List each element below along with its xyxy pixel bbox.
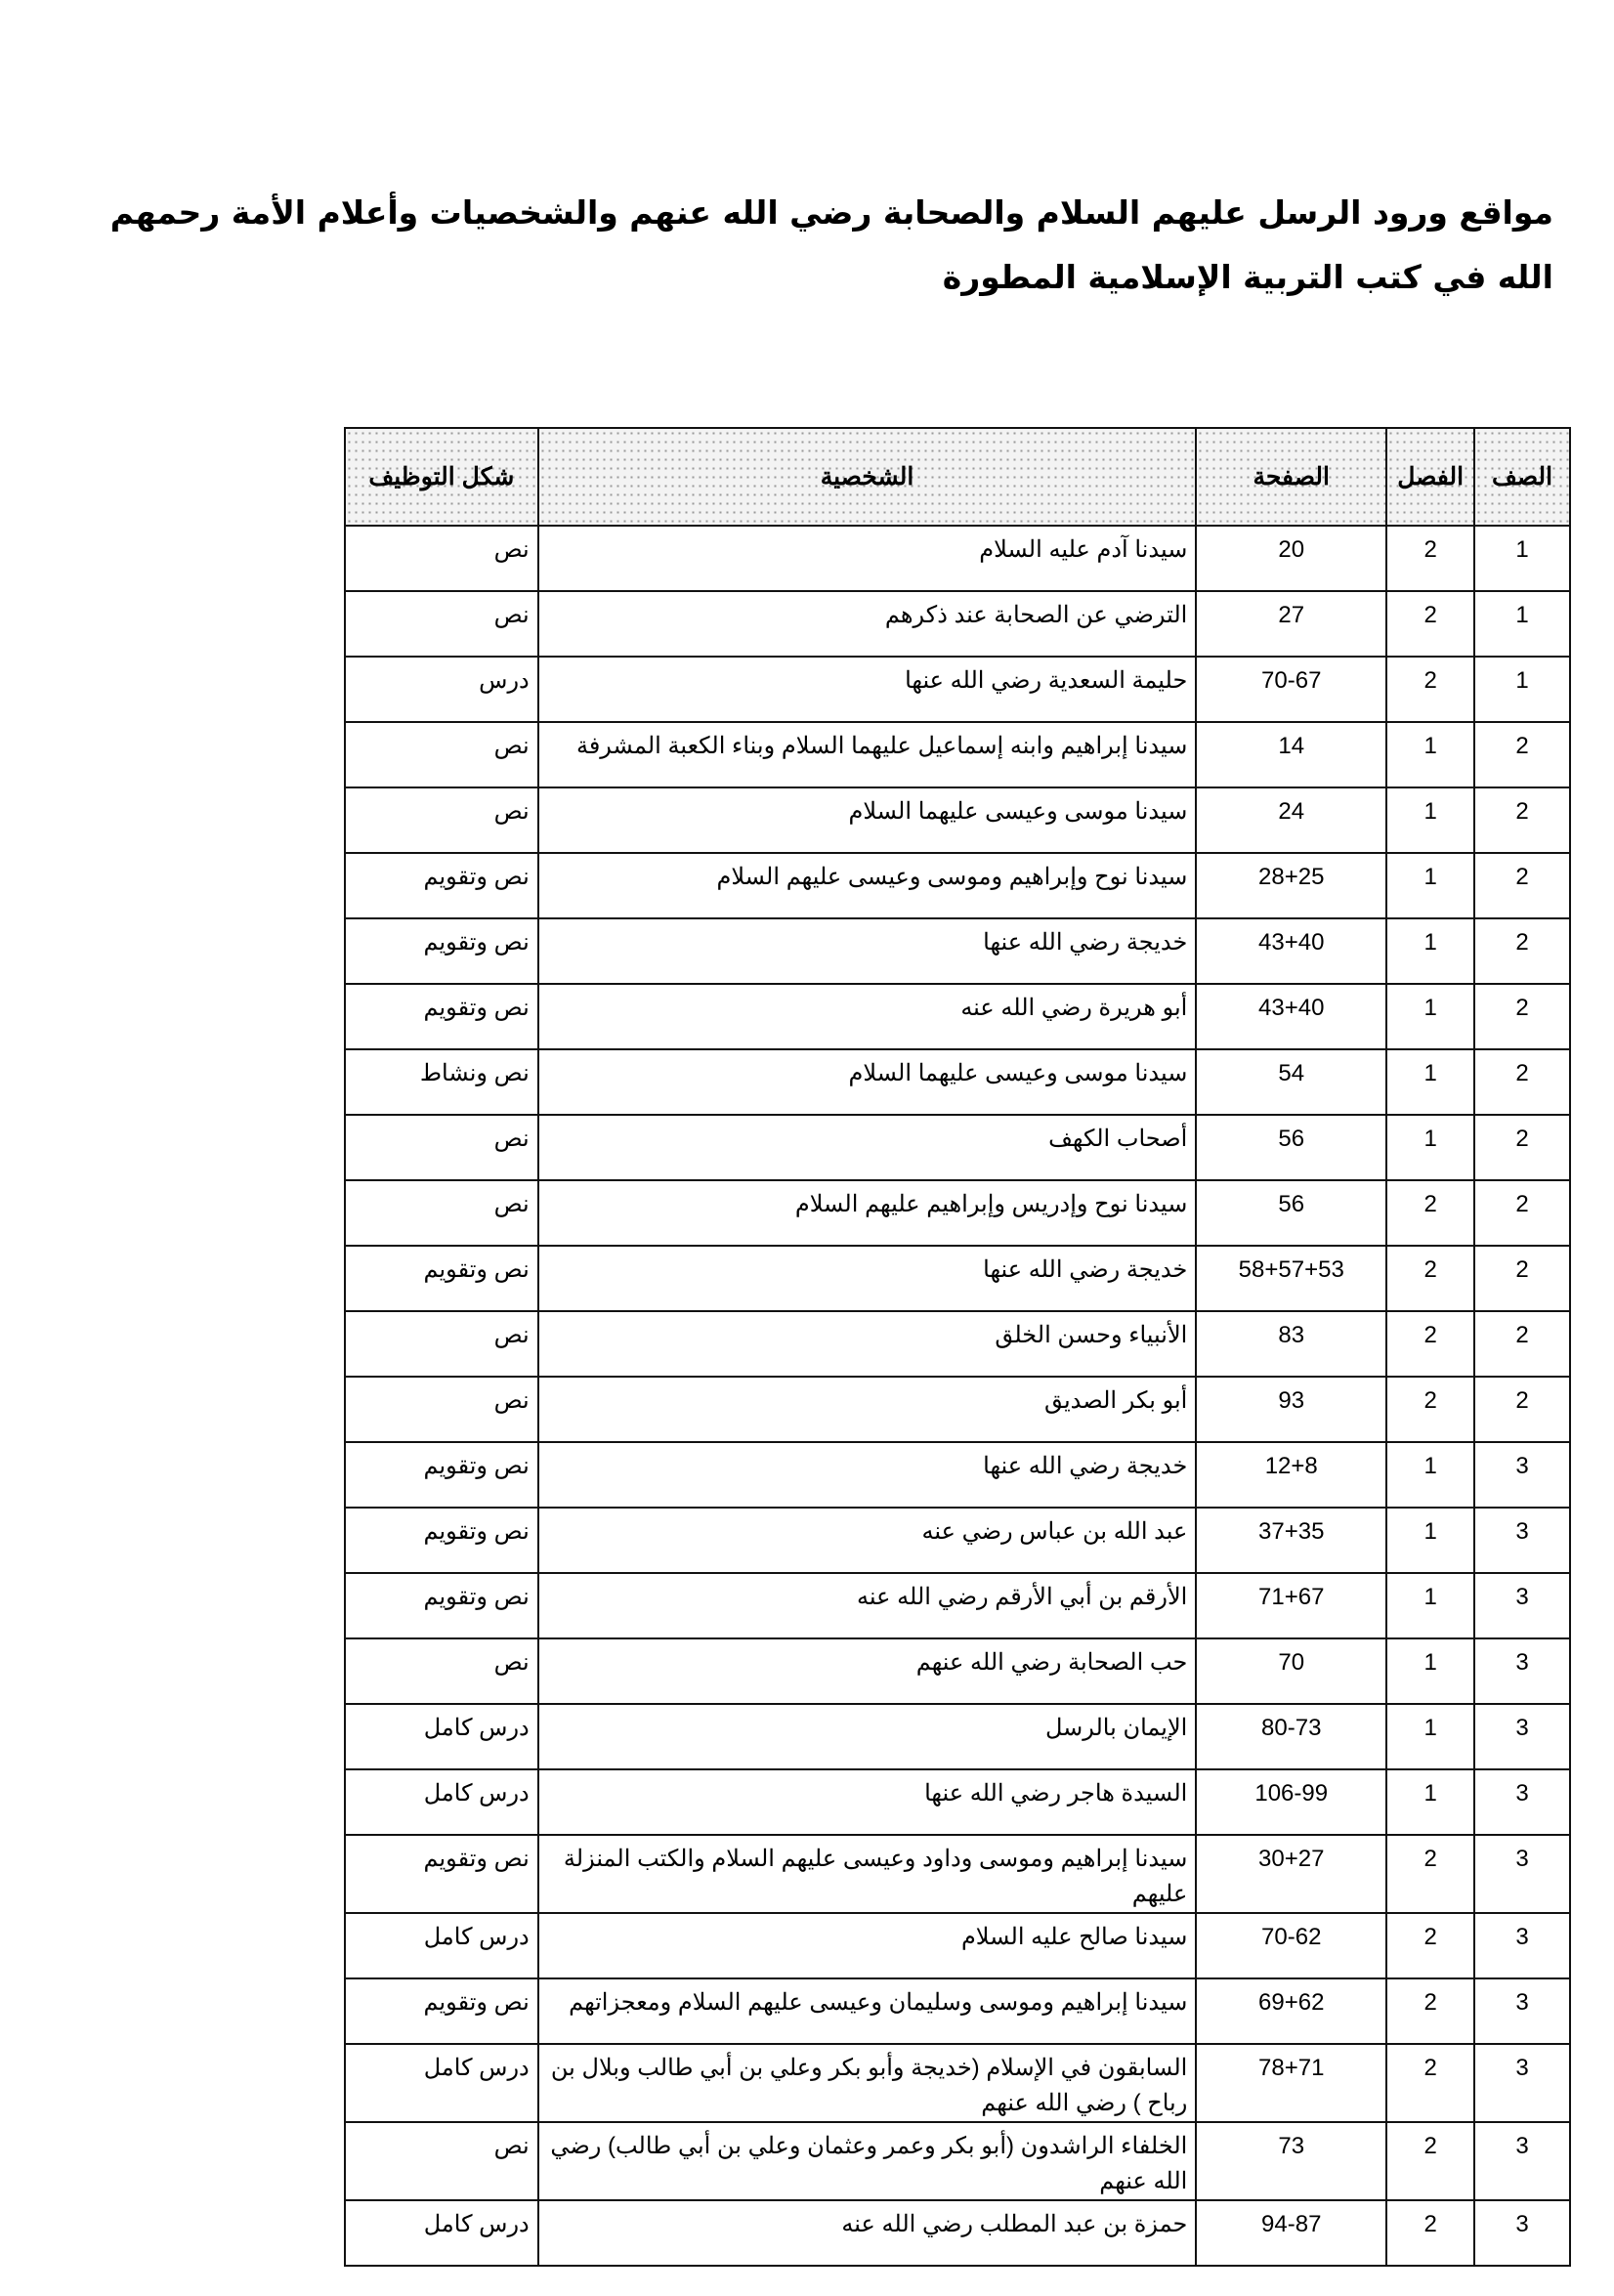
grade-cell: 3 bbox=[1474, 1835, 1570, 1913]
usage-form-cell: درس كامل bbox=[345, 1913, 538, 1978]
grade-cell: 3 bbox=[1474, 1638, 1570, 1704]
table-row bbox=[345, 2200, 1570, 2266]
grade-cell: 2 bbox=[1474, 1311, 1570, 1377]
semester-cell: 1 bbox=[1386, 787, 1474, 853]
person-cell: الأرقم بن أبي الأرقم رضي الله عنه bbox=[538, 1573, 1197, 1638]
header-page: الصفحة bbox=[1196, 428, 1386, 526]
grade-cell: 1 bbox=[1474, 657, 1570, 722]
usage-form-cell: درس كامل bbox=[345, 2200, 538, 2266]
person-cell: سيدنا إبراهيم وموسى وسليمان وعيسى عليهم السلام ومعجزاتهم bbox=[538, 1978, 1197, 2044]
usage-form-cell: نص bbox=[345, 1115, 538, 1180]
person-cell: الأنبياء وحسن الخلق bbox=[538, 1311, 1197, 1377]
usage-form-cell: نص وتقويم bbox=[345, 1573, 538, 1638]
semester-cell: 1 bbox=[1386, 1442, 1474, 1508]
header-semester: الفصل bbox=[1386, 428, 1474, 526]
usage-form-cell: نص bbox=[345, 2122, 538, 2200]
table-row bbox=[345, 526, 1570, 591]
grade-cell: 3 bbox=[1474, 1442, 1570, 1508]
person-cell: عبد الله بن عباس رضي عنه bbox=[538, 1508, 1197, 1573]
person-cell: السيدة هاجر رضي الله عنها bbox=[538, 1769, 1197, 1835]
table-row bbox=[345, 1049, 1570, 1115]
page-cell: 58+57+53 bbox=[1196, 1246, 1386, 1311]
table-row bbox=[345, 1704, 1570, 1769]
table-row bbox=[345, 853, 1570, 918]
person-cell: سيدنا إبراهيم وابنه إسماعيل عليهما السلام وبناء الكعبة المشرفة bbox=[538, 722, 1197, 787]
person-cell: الخلفاء الراشدون (أبو بكر وعمر وعثمان وعلي بن أبي طالب) رضي الله عنهم bbox=[538, 2122, 1197, 2200]
semester-cell: 1 bbox=[1386, 1115, 1474, 1180]
page-cell: 70-62 bbox=[1196, 1913, 1386, 1978]
grade-cell: 2 bbox=[1474, 1377, 1570, 1442]
semester-cell: 2 bbox=[1386, 2044, 1474, 2122]
page-cell: 12+8 bbox=[1196, 1442, 1386, 1508]
usage-form-cell: نص bbox=[345, 1311, 538, 1377]
grade-cell: 3 bbox=[1474, 2122, 1570, 2200]
grade-cell: 2 bbox=[1474, 853, 1570, 918]
grade-cell: 2 bbox=[1474, 787, 1570, 853]
page-cell: 73 bbox=[1196, 2122, 1386, 2200]
grade-cell: 3 bbox=[1474, 1508, 1570, 1573]
usage-form-cell: نص وتقويم bbox=[345, 918, 538, 984]
person-cell: الإيمان بالرسل bbox=[538, 1704, 1197, 1769]
person-cell: خديجة رضي الله عنها bbox=[538, 918, 1197, 984]
semester-cell: 1 bbox=[1386, 722, 1474, 787]
usage-form-cell: نص وتقويم bbox=[345, 1835, 538, 1913]
grade-cell: 2 bbox=[1474, 1115, 1570, 1180]
table-row bbox=[345, 1311, 1570, 1377]
usage-form-cell: نص ونشاط bbox=[345, 1049, 538, 1115]
semester-cell: 1 bbox=[1386, 1704, 1474, 1769]
page-cell: 30+27 bbox=[1196, 1835, 1386, 1913]
grade-cell: 1 bbox=[1474, 526, 1570, 591]
semester-cell: 2 bbox=[1386, 526, 1474, 591]
table-row bbox=[345, 591, 1570, 657]
semester-cell: 2 bbox=[1386, 2122, 1474, 2200]
table-header-row bbox=[345, 428, 1570, 526]
header-person: الشخصية bbox=[538, 428, 1197, 526]
semester-cell: 2 bbox=[1386, 1377, 1474, 1442]
usage-form-cell: نص وتقويم bbox=[345, 1442, 538, 1508]
usage-form-cell: درس كامل bbox=[345, 1769, 538, 1835]
page-cell: 24 bbox=[1196, 787, 1386, 853]
grade-cell: 2 bbox=[1474, 1180, 1570, 1246]
semester-cell: 2 bbox=[1386, 1311, 1474, 1377]
grade-cell: 1 bbox=[1474, 591, 1570, 657]
semester-cell: 2 bbox=[1386, 1246, 1474, 1311]
usage-form-cell: نص bbox=[345, 591, 538, 657]
table-row bbox=[345, 1508, 1570, 1573]
semester-cell: 1 bbox=[1386, 984, 1474, 1049]
person-cell: سيدنا موسى وعيسى عليهما السلام bbox=[538, 1049, 1197, 1115]
usage-form-cell: نص bbox=[345, 526, 538, 591]
grade-cell: 3 bbox=[1474, 1769, 1570, 1835]
usage-form-cell: نص bbox=[345, 722, 538, 787]
usage-form-cell: درس كامل bbox=[345, 2044, 538, 2122]
usage-form-cell: نص وتقويم bbox=[345, 1978, 538, 2044]
table-row bbox=[345, 787, 1570, 853]
page-cell: 71+67 bbox=[1196, 1573, 1386, 1638]
usage-form-cell: نص bbox=[345, 787, 538, 853]
grade-cell: 3 bbox=[1474, 1573, 1570, 1638]
semester-cell: 2 bbox=[1386, 1913, 1474, 1978]
page-cell: 14 bbox=[1196, 722, 1386, 787]
usage-form-cell: نص bbox=[345, 1638, 538, 1704]
semester-cell: 2 bbox=[1386, 1978, 1474, 2044]
grade-cell: 2 bbox=[1474, 918, 1570, 984]
semester-cell: 2 bbox=[1386, 2200, 1474, 2266]
page-cell: 70-67 bbox=[1196, 657, 1386, 722]
grade-cell: 3 bbox=[1474, 1704, 1570, 1769]
semester-cell: 2 bbox=[1386, 591, 1474, 657]
grade-cell: 2 bbox=[1474, 1246, 1570, 1311]
table-row bbox=[345, 918, 1570, 984]
person-cell: أصحاب الكهف bbox=[538, 1115, 1197, 1180]
person-cell: سيدنا موسى وعيسى عليهما السلام bbox=[538, 787, 1197, 853]
page-cell: 37+35 bbox=[1196, 1508, 1386, 1573]
page-cell: 43+40 bbox=[1196, 918, 1386, 984]
semester-cell: 1 bbox=[1386, 853, 1474, 918]
document-title: مواقع ورود الرسل عليهم السلام والصحابة رضي الله عنهم والشخصيات وأعلام الأمة رحمهم الله في كتب التربية الإسلامية المطورة bbox=[109, 193, 1553, 296]
table-row bbox=[345, 1180, 1570, 1246]
person-cell: سيدنا صالح عليه السلام bbox=[538, 1913, 1197, 1978]
person-cell: أبو بكر الصديق bbox=[538, 1377, 1197, 1442]
page-cell: 20 bbox=[1196, 526, 1386, 591]
grade-cell: 3 bbox=[1474, 2200, 1570, 2266]
semester-cell: 1 bbox=[1386, 1769, 1474, 1835]
table-row bbox=[345, 1115, 1570, 1180]
person-cell: خديجة رضي الله عنها bbox=[538, 1442, 1197, 1508]
person-cell: سيدنا آدم عليه السلام bbox=[538, 526, 1197, 591]
page-cell: 28+25 bbox=[1196, 853, 1386, 918]
usage-form-cell: درس bbox=[345, 657, 538, 722]
person-cell: سيدنا إبراهيم وموسى وداود وعيسى عليهم السلام والكتب المنزلة عليهم bbox=[538, 1835, 1197, 1913]
usage-form-cell: درس كامل bbox=[345, 1704, 538, 1769]
header-usage-form: شكل التوظيف bbox=[345, 428, 538, 526]
usage-form-cell: نص وتقويم bbox=[345, 1508, 538, 1573]
person-cell: حب الصحابة رضي الله عنهم bbox=[538, 1638, 1197, 1704]
semester-cell: 1 bbox=[1386, 1638, 1474, 1704]
table-row bbox=[345, 2044, 1570, 2122]
table-row bbox=[345, 1442, 1570, 1508]
page-cell: 56 bbox=[1196, 1115, 1386, 1180]
page-cell: 106-99 bbox=[1196, 1769, 1386, 1835]
table-row bbox=[345, 722, 1570, 787]
table-row bbox=[345, 1978, 1570, 2044]
usage-form-cell: نص وتقويم bbox=[345, 853, 538, 918]
page-cell: 93 bbox=[1196, 1377, 1386, 1442]
grade-cell: 3 bbox=[1474, 1978, 1570, 2044]
grade-cell: 2 bbox=[1474, 984, 1570, 1049]
grade-cell: 3 bbox=[1474, 1913, 1570, 1978]
page-cell: 43+40 bbox=[1196, 984, 1386, 1049]
page-cell: 56 bbox=[1196, 1180, 1386, 1246]
table-row bbox=[345, 2122, 1570, 2200]
usage-form-cell: نص bbox=[345, 1180, 538, 1246]
figures-table bbox=[344, 427, 1571, 2267]
page-cell: 54 bbox=[1196, 1049, 1386, 1115]
page-cell: 27 bbox=[1196, 591, 1386, 657]
grade-cell: 2 bbox=[1474, 722, 1570, 787]
page-cell: 78+71 bbox=[1196, 2044, 1386, 2122]
table-row bbox=[345, 1573, 1570, 1638]
semester-cell: 1 bbox=[1386, 1573, 1474, 1638]
page-cell: 70 bbox=[1196, 1638, 1386, 1704]
grade-cell: 2 bbox=[1474, 1049, 1570, 1115]
person-cell: سيدنا نوح وإبراهيم وموسى وعيسى عليهم السلام bbox=[538, 853, 1197, 918]
person-cell: السابقون في الإسلام (خديجة وأبو بكر وعلي بن أبي طالب وبلال بن رباح ) رضي الله عنهم bbox=[538, 2044, 1197, 2122]
usage-form-cell: نص وتقويم bbox=[345, 984, 538, 1049]
header-grade: الصف bbox=[1474, 428, 1570, 526]
page-cell: 69+62 bbox=[1196, 1978, 1386, 2044]
semester-cell: 2 bbox=[1386, 657, 1474, 722]
table-row bbox=[345, 657, 1570, 722]
table-row bbox=[345, 1377, 1570, 1442]
grade-cell: 3 bbox=[1474, 2044, 1570, 2122]
page-cell: 80-73 bbox=[1196, 1704, 1386, 1769]
person-cell: حمزة بن عبد المطلب رضي الله عنه bbox=[538, 2200, 1197, 2266]
table-row bbox=[345, 984, 1570, 1049]
person-cell: سيدنا نوح وإدريس وإبراهيم عليهم السلام bbox=[538, 1180, 1197, 1246]
semester-cell: 1 bbox=[1386, 1508, 1474, 1573]
person-cell: الترضي عن الصحابة عند ذكرهم bbox=[538, 591, 1197, 657]
person-cell: أبو هريرة رضي الله عنه bbox=[538, 984, 1197, 1049]
page-cell: 94-87 bbox=[1196, 2200, 1386, 2266]
table-row bbox=[345, 1913, 1570, 1978]
semester-cell: 1 bbox=[1386, 918, 1474, 984]
table-row bbox=[345, 1769, 1570, 1835]
usage-form-cell: نص وتقويم bbox=[345, 1246, 538, 1311]
table-row bbox=[345, 1246, 1570, 1311]
table-row bbox=[345, 1638, 1570, 1704]
semester-cell: 2 bbox=[1386, 1835, 1474, 1913]
semester-cell: 1 bbox=[1386, 1049, 1474, 1115]
table-row bbox=[345, 1835, 1570, 1913]
person-cell: حليمة السعدية رضي الله عنها bbox=[538, 657, 1197, 722]
semester-cell: 2 bbox=[1386, 1180, 1474, 1246]
page-cell: 83 bbox=[1196, 1311, 1386, 1377]
usage-form-cell: نص bbox=[345, 1377, 538, 1442]
person-cell: خديجة رضي الله عنها bbox=[538, 1246, 1197, 1311]
